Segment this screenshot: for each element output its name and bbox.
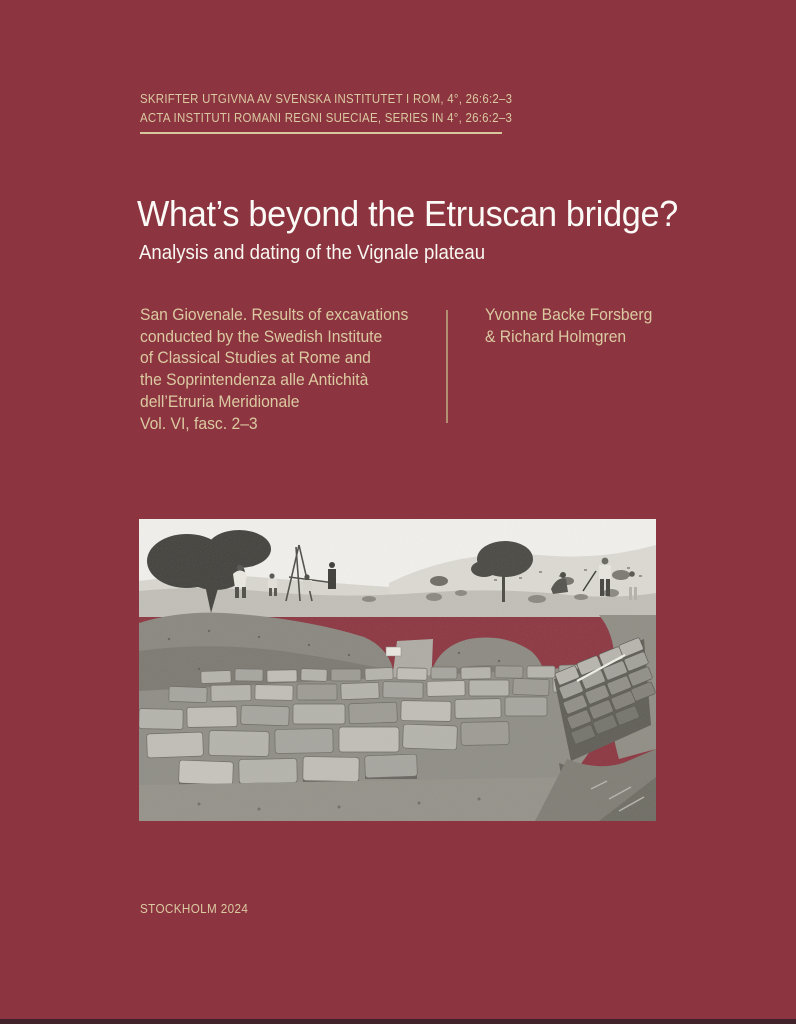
author-line: & Richard Holmgren	[485, 327, 627, 346]
authors-block	[485, 305, 652, 348]
book-title: What’s beyond the Etruscan bridge?	[137, 193, 679, 234]
imprint-line: of Classical Studies at Rome and	[140, 349, 371, 368]
series-header-line-1: SKRIFTER UTGIVNA AV SVENSKA INSTITUTET I ROM, 4°, 26:6:2–3	[140, 91, 513, 106]
series-header-line-2: ACTA INSTITUTI ROMANI REGNI SUECIAE, SERIES IN 4°, 26:6:2–3	[140, 110, 513, 125]
book-subtitle: Analysis and dating of the Vignale plateau	[139, 242, 486, 264]
imprint-block	[140, 305, 408, 435]
imprint-line: the Soprintendenza alle Antichità	[140, 371, 369, 390]
imprint-line: conducted by the Swedish Institute	[140, 327, 383, 346]
series-header	[140, 89, 512, 127]
imprint-line: dell’Etruria Meridionale	[140, 392, 300, 411]
photo-grain-overlay	[139, 519, 656, 821]
series-header-rule	[140, 132, 502, 134]
author-line: Yvonne Backe Forsberg	[485, 306, 653, 324]
excavation-photo	[139, 519, 656, 821]
imprint-line: San Giovenale. Results of excavations	[140, 306, 409, 324]
column-divider-rule	[446, 310, 448, 423]
imprint-city-year: STOCKHOLM 2024	[140, 901, 249, 916]
imprint-line: Vol. VI, fasc. 2–3	[140, 414, 258, 433]
cover-bottom-edge	[0, 1019, 796, 1024]
